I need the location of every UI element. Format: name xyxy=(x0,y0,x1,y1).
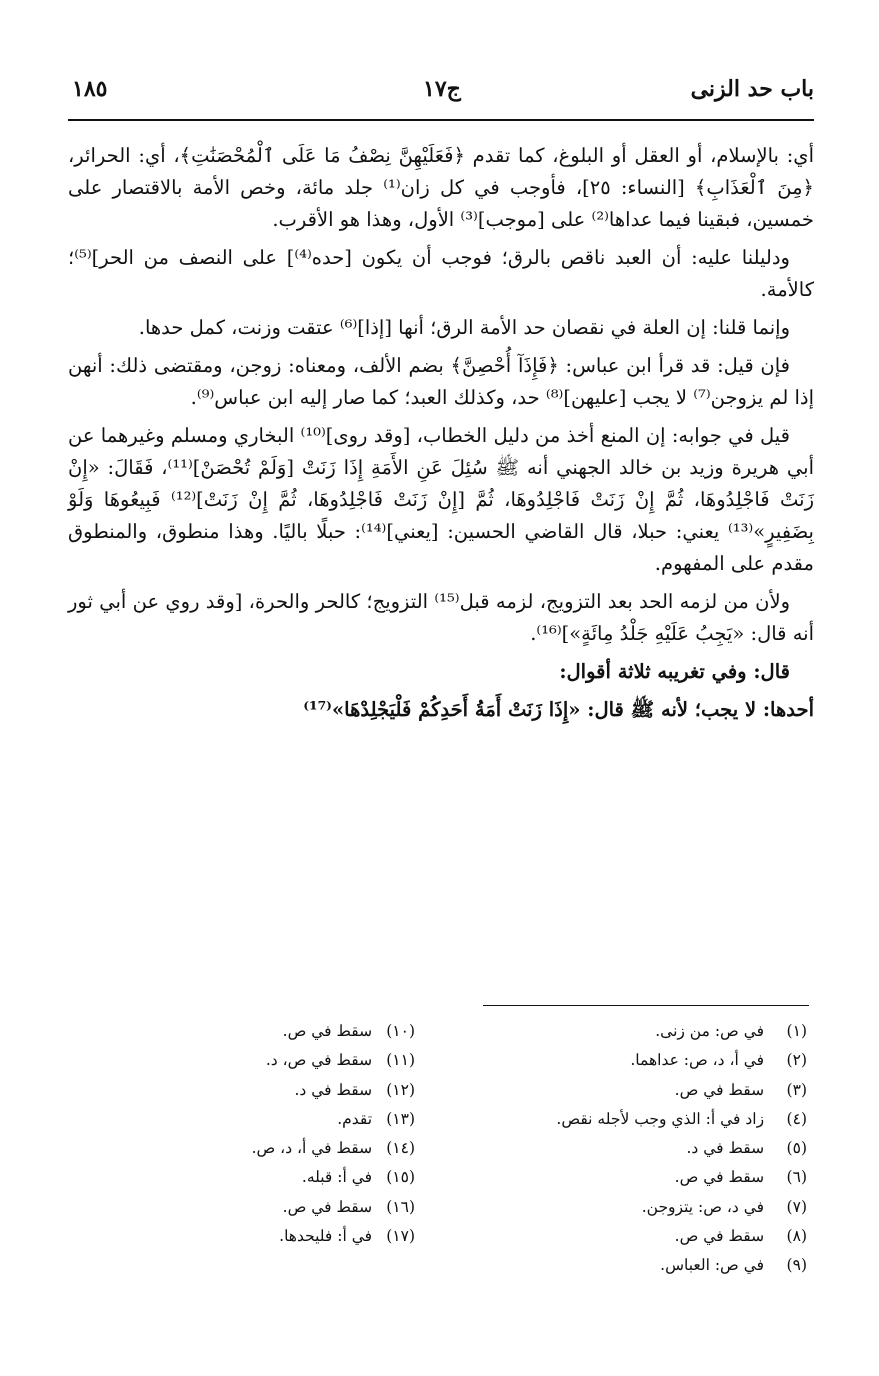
footnote xyxy=(477,1134,807,1163)
footnote-text: سقط في د. xyxy=(686,1139,765,1158)
footnote xyxy=(75,1105,415,1134)
footnote-number: (٢) xyxy=(786,1051,807,1070)
paragraph: قيل في جوابه: إن المنع أخذ من دليل الخطاب، [وقد روى]⁽¹⁰⁾ البخاري ومسلم وغيرهما عن أبي هريرة وزيد بن خالد الجهني أنه ﷺ سُئِلَ عَنِ الأَمَةِ إِذَا زَنَتْ [وَلَمْ تُحْصَنْ]⁽¹¹⁾، فَقَالَ: «إِنْ زَنَتْ فَاجْلِدُوهَا، ثُمَّ إِنْ زَنَتْ فَاجْلِدُوهَا، ثُمَّ [إِنْ زَنَتْ فَاجْلِدُوهَا، ثُمَّ إِنْ زَنَتْ]⁽¹²⁾ فَبِيعُوهَا وَلَوْ بِضَفِيرٍ»⁽¹³⁾ يعني: حبلا، قال القاضي الحسين: [يعني]⁽¹⁴⁾: حبلًا باليًا. وهذا منطوق، والمنطوق مقدم على المفهوم. xyxy=(68,424,814,575)
footnote-text: سقط في ص. xyxy=(282,1197,373,1216)
footnotes-right-column xyxy=(477,1017,807,1281)
paragraph: فإن قيل: قد قرأ ابن عباس: ﴿فَإِذَآ أُحْصِنَّ﴾ بضم الألف، ومعناه: زوجن، ومقتضى ذلك: أنهن إذا لم يزوجن⁽⁷⁾ لا يجب [عليهن]⁽⁸⁾ حد، وكذلك العبد؛ كما صار إليه ابن عباس⁽⁹⁾. xyxy=(68,354,814,409)
footnote-text: سقط في ص، د. xyxy=(265,1051,373,1070)
footnote xyxy=(75,1046,415,1075)
footnote-number: (١٤) xyxy=(386,1139,415,1158)
footnote-number: (١) xyxy=(786,1022,807,1040)
footnote xyxy=(477,1193,807,1222)
footnote-text: سقط في د. xyxy=(294,1080,373,1099)
footnote-text: في ص: من زنى. xyxy=(655,1022,765,1040)
paragraph: ولأن من لزمه الحد بعد التزويج، لزمه قبل⁽¹⁵⁾ التزويج؛ كالحر والحرة، [وقد روي عن أبي ثور أنه قال: «يَجِبُ عَلَيْهِ جَلْدُ مِائَةٍ»]⁽¹⁶⁾. xyxy=(68,590,814,645)
footnote-text: سقط في ص. xyxy=(282,1022,373,1040)
footnote-number: (٥) xyxy=(786,1139,807,1158)
paragraph: ودليلنا عليه: أن العبد ناقص بالرق؛ فوجب أن يكون [حده⁽⁴⁾] على النصف من الحر]⁽⁵⁾؛ كالأمة. xyxy=(68,246,814,301)
footnote-text: تقدم. xyxy=(337,1109,373,1128)
paragraph: أحدها: لا يجب؛ لأنه ﷺ قال: «إِذَا زَنَتْ أَمَةُ أَحَدِكُمْ فَلْيَجْلِدْهَا»⁽¹⁷⁾ xyxy=(303,698,814,721)
footnote-number: (٦) xyxy=(786,1168,807,1187)
footnote-text: سقط في ص. xyxy=(674,1227,765,1246)
footnote-number: (١٢) xyxy=(386,1080,415,1099)
footnote xyxy=(75,1222,415,1251)
main-text xyxy=(68,140,814,732)
footnote xyxy=(477,1017,807,1046)
footnote xyxy=(477,1251,807,1280)
footnote-number: (١٥) xyxy=(386,1168,415,1187)
section-heading: قال: وفي تغريبه ثلاثة أقوال: xyxy=(559,660,790,683)
paragraph: وإنما قلنا: إن العلة في نقصان حد الأمة الرق؛ أنها [إذا]⁽⁶⁾ عتقت وزنت، كمل حدها. xyxy=(138,316,790,339)
footnotes-left-column xyxy=(75,1017,415,1251)
footnote-rule xyxy=(483,1005,809,1006)
volume-label: ج١٧ xyxy=(423,76,461,102)
footnote-text: في أ، د، ص: عداهما. xyxy=(630,1051,765,1070)
chapter-title: باب حد الزنى xyxy=(690,76,814,102)
footnote-number: (١٧) xyxy=(386,1227,415,1246)
footnote-text: في ص: العباس. xyxy=(660,1256,765,1275)
footnote-text: زاد في أ: الذي وجب لأجله نقص. xyxy=(556,1109,765,1128)
footnote-number: (٤) xyxy=(786,1109,807,1128)
footnote xyxy=(75,1076,415,1105)
paragraph: أي: بالإسلام، أو العقل أو البلوغ، كما تقدم ﴿فَعَلَيْهِنَّ نِصْفُ مَا عَلَى ٱلْمُحْصَنَٰتِ﴾، أي: الحرائر، ﴿مِنَ ٱلْعَذَابِ﴾ [النساء: ٢٥]، فأوجب في كل زان⁽¹⁾ جلد مائة، وخص الأمة بالاقتصار على خمسين، فبقينا فيما عداها⁽²⁾ على [موجب]⁽³⁾ الأول، وهذا هو الأقرب. xyxy=(68,144,814,231)
page-number: ١٨٥ xyxy=(72,76,108,102)
footnote xyxy=(75,1134,415,1163)
footnote xyxy=(477,1105,807,1134)
header-rule xyxy=(68,119,814,121)
footnote xyxy=(75,1163,415,1192)
footnote-text: سقط في ص. xyxy=(674,1080,765,1099)
footnote-number: (٩) xyxy=(786,1256,807,1275)
footnote-number: (٧) xyxy=(786,1197,807,1216)
footnote-number: (١٣) xyxy=(386,1109,415,1128)
footnote-number: (١٦) xyxy=(386,1197,415,1216)
footnote xyxy=(477,1046,807,1075)
footnote-text: سقط في ص. xyxy=(674,1168,765,1187)
footnote xyxy=(75,1193,415,1222)
footnote-text: في أ: قبله. xyxy=(301,1168,373,1187)
footnote-text: في د، ص: يتزوجن. xyxy=(641,1197,765,1216)
footnote xyxy=(477,1163,807,1192)
footnote-number: (٣) xyxy=(786,1080,807,1099)
footnote-number: (١٠) xyxy=(386,1022,415,1040)
footnote-number: (١١) xyxy=(386,1051,415,1070)
running-header xyxy=(68,76,814,116)
footnote xyxy=(477,1222,807,1251)
footnote-text: في أ: فليحدها. xyxy=(279,1227,373,1246)
footnote-number: (٨) xyxy=(786,1227,807,1246)
footnote xyxy=(75,1017,415,1046)
footnote xyxy=(477,1076,807,1105)
footnote-text: سقط في أ، د، ص. xyxy=(251,1139,373,1158)
